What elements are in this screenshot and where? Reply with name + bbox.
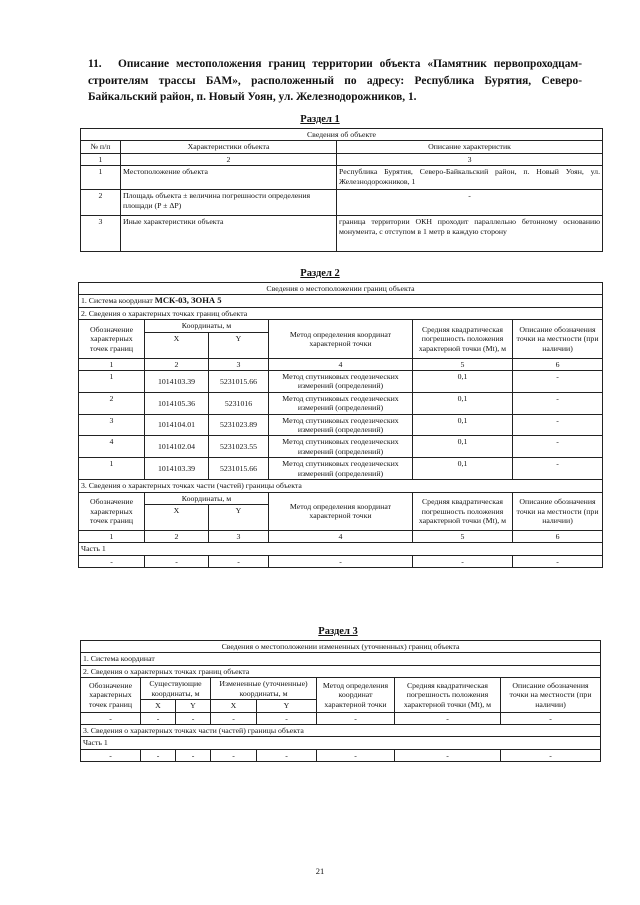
section1-row3-num: 3 [81,216,121,252]
section1-header-num: № п/п [81,141,121,153]
section2-part-cell-3: - [209,555,269,567]
heading-text: Описание местоположения границ территории объекта «Памятник первопроходцам-строителям трассы БАМ», расположенный по адресу: Республика Бурятия, Северо-Байкальский район, п. Новый Уоян, ул. Железнодорожников, 1. [88,58,582,103]
table-row [79,555,603,567]
section2-part-header-y: Y [209,504,269,530]
section1-row1-num: 1 [81,166,121,190]
section3-header-point: Обозначение характерных точек границ [81,678,141,712]
section3-header-method: Метод определения координат характерной точки [317,678,395,712]
section2-parts-caption: 3. Сведения о характерных точках части (частей) границы объекта [79,480,603,492]
section2-row5-mt: 0,1 [413,458,513,480]
table-row [79,458,603,480]
section2-part-cell-5: - [413,555,513,567]
section2-row5-desc: - [513,458,603,480]
section2-row5-method: Метод спутниковых геодезических измерений (определений) [269,458,413,480]
table-row [81,749,601,761]
section1-header-name: Характеристики объекта [121,141,337,153]
section3-caption: Сведения о местоположении измененных (уточненных) границ объекта [81,641,601,653]
section3-part-cell-7: - [395,749,501,761]
section2-points-caption: 2. Сведения о характерных точках границ объекта [79,307,603,319]
table-row [79,392,603,414]
section3-cell-7: - [395,712,501,724]
section1-header-desc: Описание характеристик [337,141,603,153]
section3-header-existing: Существующие координаты, м [141,678,211,700]
section2-part-cell-2: - [145,555,209,567]
section1-row2-name: Площадь объекта ± величина погрешности определения площади (P ± ΔP) [121,190,337,216]
section2-header-point: Обозначение характерных точек границ [79,320,145,358]
section2-row4-desc: - [513,436,603,458]
section2-colnum-4: 4 [269,358,413,370]
section2-row4-y: 5231023.55 [209,436,269,458]
section2-part-colnum-4: 4 [269,530,413,542]
section2-system [79,295,603,307]
section3-cell-8: - [501,712,601,724]
section2-row1-y: 5231015.66 [209,371,269,393]
section1-row1-name: Местоположение объекта [121,166,337,190]
document-heading [88,56,582,106]
section2-part-colnum-3: 3 [209,530,269,542]
section3-header-description: Описание обозначения точки на местности (при наличии) [501,678,601,712]
section2-title: Раздел 2 [300,268,340,279]
section2-part-colnum-6: 6 [513,530,603,542]
section1-table [80,128,603,252]
section2-part-header-accuracy: Средняя квадратическая погрешность положения характерной точки (Mt), м [413,492,513,530]
section2-colnum-3: 3 [209,358,269,370]
section3-cell-6: - [317,712,395,724]
section2-row3-point: 3 [79,414,145,436]
section3-parts-caption: 3. Сведения о характерных точках части (частей) границы объекта [81,725,601,737]
section3-points-caption: 2. Сведения о характерных точках границ объекта [81,665,601,677]
section2-row2-desc: - [513,392,603,414]
section3-title: Раздел 3 [318,626,358,637]
section2-part-header-coords: Координаты, м [145,492,269,504]
page-number: 21 [315,866,325,876]
table-row [79,371,603,393]
section2-system-value: МСК-03, ЗОНА 5 [154,295,222,306]
section2-row2-point: 2 [79,392,145,414]
section3-part-cell-5: - [257,749,317,761]
section2-row4-mt: 0,1 [413,436,513,458]
section2-part-cell-1: - [79,555,145,567]
section2-row5-y: 5231015.66 [209,458,269,480]
section2-header-x: X [145,332,209,358]
section2-part-header-description: Описание обозначения точки на местности (при наличии) [513,492,603,530]
section2-part-cell-4: - [269,555,413,567]
section2-row3-desc: - [513,414,603,436]
section3-header-changed: Измененные (уточненные) координаты, м [211,678,317,700]
section2-caption: Сведения о местоположении границ объекта [79,283,603,295]
section2-part-label: Часть 1 [79,543,603,555]
section1-colnum-1: 1 [81,153,121,165]
section3-cell-1: - [81,712,141,724]
table-row [81,712,601,724]
section2-row5-point: 1 [79,458,145,480]
section1-row1-desc: Республика Бурятия, Северо-Байкальский район, п. Новый Уоян, ул. Железнодорожников, 1 [337,166,603,190]
section2-row5-x: 1014103.39 [145,458,209,480]
section2-row3-y: 5231023.89 [209,414,269,436]
section2-colnum-1: 1 [79,358,145,370]
section2-row2-x: 1014105.36 [145,392,209,414]
section1-row2-desc: - [337,190,603,216]
section3-part-cell-6: - [317,749,395,761]
section2-row4-method: Метод спутниковых геодезических измерений (определений) [269,436,413,458]
heading-number: 11. [88,58,102,70]
table-row [79,436,603,458]
section2-header-description: Описание обозначения точки на местности (при наличии) [513,320,603,358]
section3-header-changed-y: Y [257,700,317,712]
section2-row1-method: Метод спутниковых геодезических измерений (определений) [269,371,413,393]
section2-row1-x: 1014103.39 [145,371,209,393]
section3-part-label: Часть 1 [81,737,601,749]
section3-header-accuracy: Средняя квадратическая погрешность положения характерной точки (Mt), м [395,678,501,712]
section2-row3-method: Метод спутниковых геодезических измерений (определений) [269,414,413,436]
section3-part-cell-3: - [176,749,211,761]
section3-cell-2: - [141,712,176,724]
section2-part-colnum-2: 2 [145,530,209,542]
section2-part-colnum-5: 5 [413,530,513,542]
section3-header-existing-y: Y [176,700,211,712]
table-row [79,414,603,436]
section2-colnum-5: 5 [413,358,513,370]
section3-system-caption: 1. Система координат [81,653,601,665]
section1-row3-name: Иные характеристики объекта [121,216,337,252]
section2-part-header-x: X [145,504,209,530]
section1-row3-desc: граница территории ОКН проходит параллельно бетонному основанию монумента, с отступом в 1 метр в каждую сторону [337,216,603,252]
section1-colnum-2: 2 [121,153,337,165]
section3-part-cell-4: - [211,749,257,761]
section2-part-colnum-1: 1 [79,530,145,542]
section2-row4-x: 1014102.04 [145,436,209,458]
section3-cell-5: - [257,712,317,724]
section2-row4-point: 4 [79,436,145,458]
section3-part-cell-1: - [81,749,141,761]
section3-cell-3: - [176,712,211,724]
section2-colnum-6: 6 [513,358,603,370]
section3-table [80,640,601,762]
section2-row1-point: 1 [79,371,145,393]
section2-colnum-2: 2 [145,358,209,370]
section2-table [78,282,603,568]
section2-row2-mt: 0,1 [413,392,513,414]
section2-header-y: Y [209,332,269,358]
section2-part-header-method: Метод определения координат характерной точки [269,492,413,530]
section2-row2-method: Метод спутниковых геодезических измерений (определений) [269,392,413,414]
section2-row1-mt: 0,1 [413,371,513,393]
section3-part-cell-2: - [141,749,176,761]
section3-header-changed-x: X [211,700,257,712]
section1-caption: Сведения об объекте [81,129,603,141]
section2-row2-y: 5231016 [209,392,269,414]
section2-row3-mt: 0,1 [413,414,513,436]
section3-cell-4: - [211,712,257,724]
section2-part-header-point: Обозначение характерных точек границ [79,492,145,530]
section2-part-cell-6: - [513,555,603,567]
section2-header-coords: Координаты, м [145,320,269,332]
section2-header-method: Метод определения координат характерной точки [269,320,413,358]
section1-colnum-3: 3 [337,153,603,165]
section2-row3-x: 1014104.01 [145,414,209,436]
section2-system-prefix: 1. Система координат [81,296,153,306]
section1-title: Раздел 1 [300,114,340,125]
section3-header-existing-x: X [141,700,176,712]
section2-header-accuracy: Средняя квадратическая погрешность положения характерной точки (Mt), м [413,320,513,358]
section2-row1-desc: - [513,371,603,393]
section1-row2-num: 2 [81,190,121,216]
section3-part-cell-8: - [501,749,601,761]
